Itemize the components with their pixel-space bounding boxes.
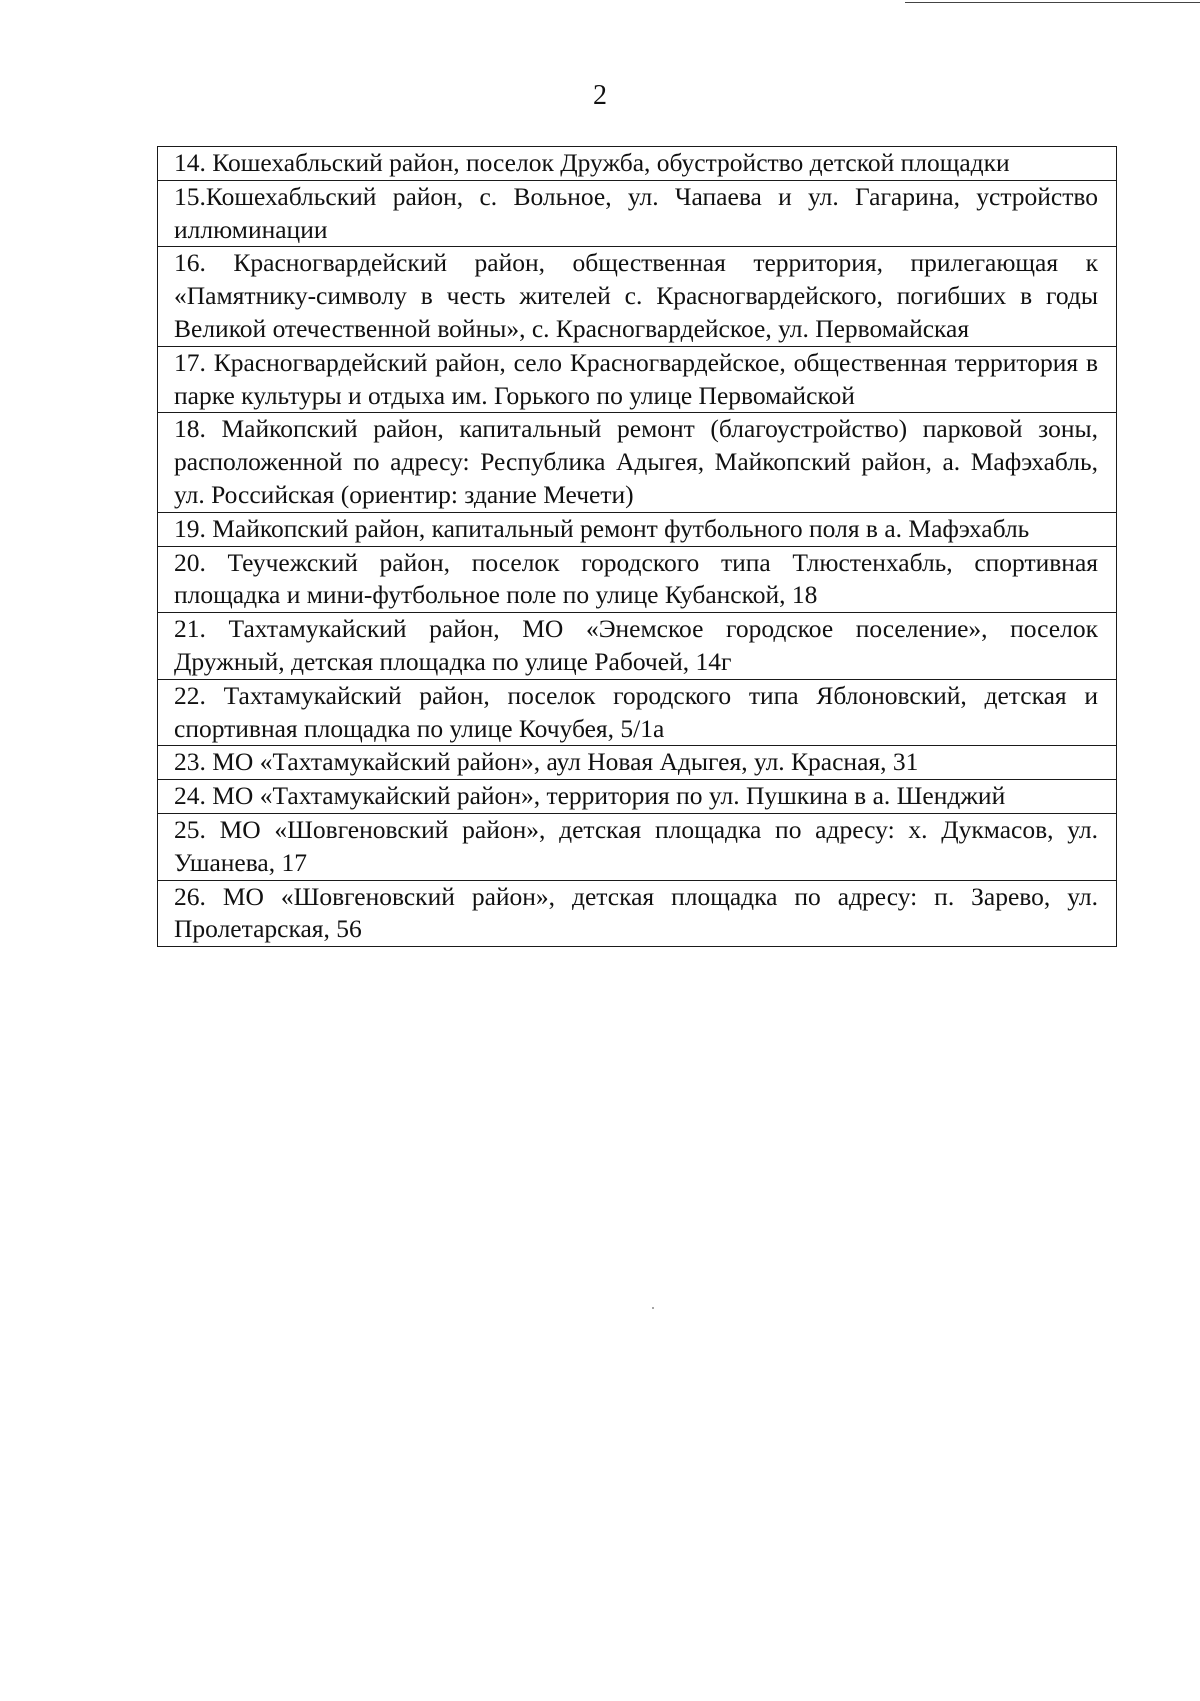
item-cell-15: 15.Кошехабльский район, с. Вольное, ул. Чапаева и ул. Гагарина, устройство иллюминации [158, 180, 1117, 247]
item-cell-26: 26. МО «Шовгеновский район», детская площадка по адресу: п. Зарево, ул. Пролетарская, 56 [158, 880, 1117, 947]
item-cell-14: 14. Кошехабльский район, поселок Дружба, обустройство детской площадки [158, 147, 1117, 181]
table-row [158, 880, 1117, 947]
page-number: 2 [593, 80, 607, 111]
table-row [158, 679, 1117, 746]
item-cell-20: 20. Теучежский район, поселок городского типа Тлюстенхабль, спортивная площадка и мини-футбольное поле по улице Кубанской, 18 [158, 546, 1117, 613]
table-row [158, 546, 1117, 613]
table-row [158, 247, 1117, 346]
table-row [158, 512, 1117, 546]
table-row [158, 180, 1117, 247]
table-row [158, 780, 1117, 814]
item-cell-21: 21. Тахтамукайский район, МО «Энемское городское поселение», поселок Дружный, детская площадка по улице Рабочей, 14г [158, 613, 1117, 680]
table-row [158, 413, 1117, 512]
table-row [158, 346, 1117, 413]
table-row [158, 813, 1117, 880]
item-cell-17: 17. Красногвардейский район, село Красногвардейское, общественная территория в парке культуры и отдыха им. Горького по улице Первомайской [158, 346, 1117, 413]
item-cell-23: 23. МО «Тахтамукайский район», аул Новая Адыгея, ул. Красная, 31 [158, 746, 1117, 780]
scan-speck [652, 1307, 654, 1309]
table-row [158, 746, 1117, 780]
item-cell-24: 24. МО «Тахтамукайский район», территория по ул. Пушкина в а. Шенджий [158, 780, 1117, 814]
items-table [157, 146, 1117, 947]
table-row [158, 613, 1117, 680]
item-cell-16: 16. Красногвардейский район, общественная территория, прилегающая к «Памятнику-символу в честь жителей с. Красногвардейского, погибших в годы Великой отечественной войны», с. Красногвардейское, ул. Первомайская [158, 247, 1117, 346]
table-row [158, 147, 1117, 181]
item-cell-19: 19. Майкопский район, капитальный ремонт футбольного поля в а. Мафэхабль [158, 512, 1117, 546]
scan-edge-line [905, 2, 1200, 3]
item-cell-25: 25. МО «Шовгеновский район», детская площадка по адресу: х. Дукмасов, ул. Ушанева, 17 [158, 813, 1117, 880]
item-cell-18: 18. Майкопский район, капитальный ремонт (благоустройство) парковой зоны, расположенной по адресу: Республика Адыгея, Майкопский район, а. Мафэхабль, ул. Российская (ориентир: здание Мечети) [158, 413, 1117, 512]
item-cell-22: 22. Тахтамукайский район, поселок городского типа Яблоновский, детская и спортивная площадка по улице Кочубея, 5/1а [158, 679, 1117, 746]
